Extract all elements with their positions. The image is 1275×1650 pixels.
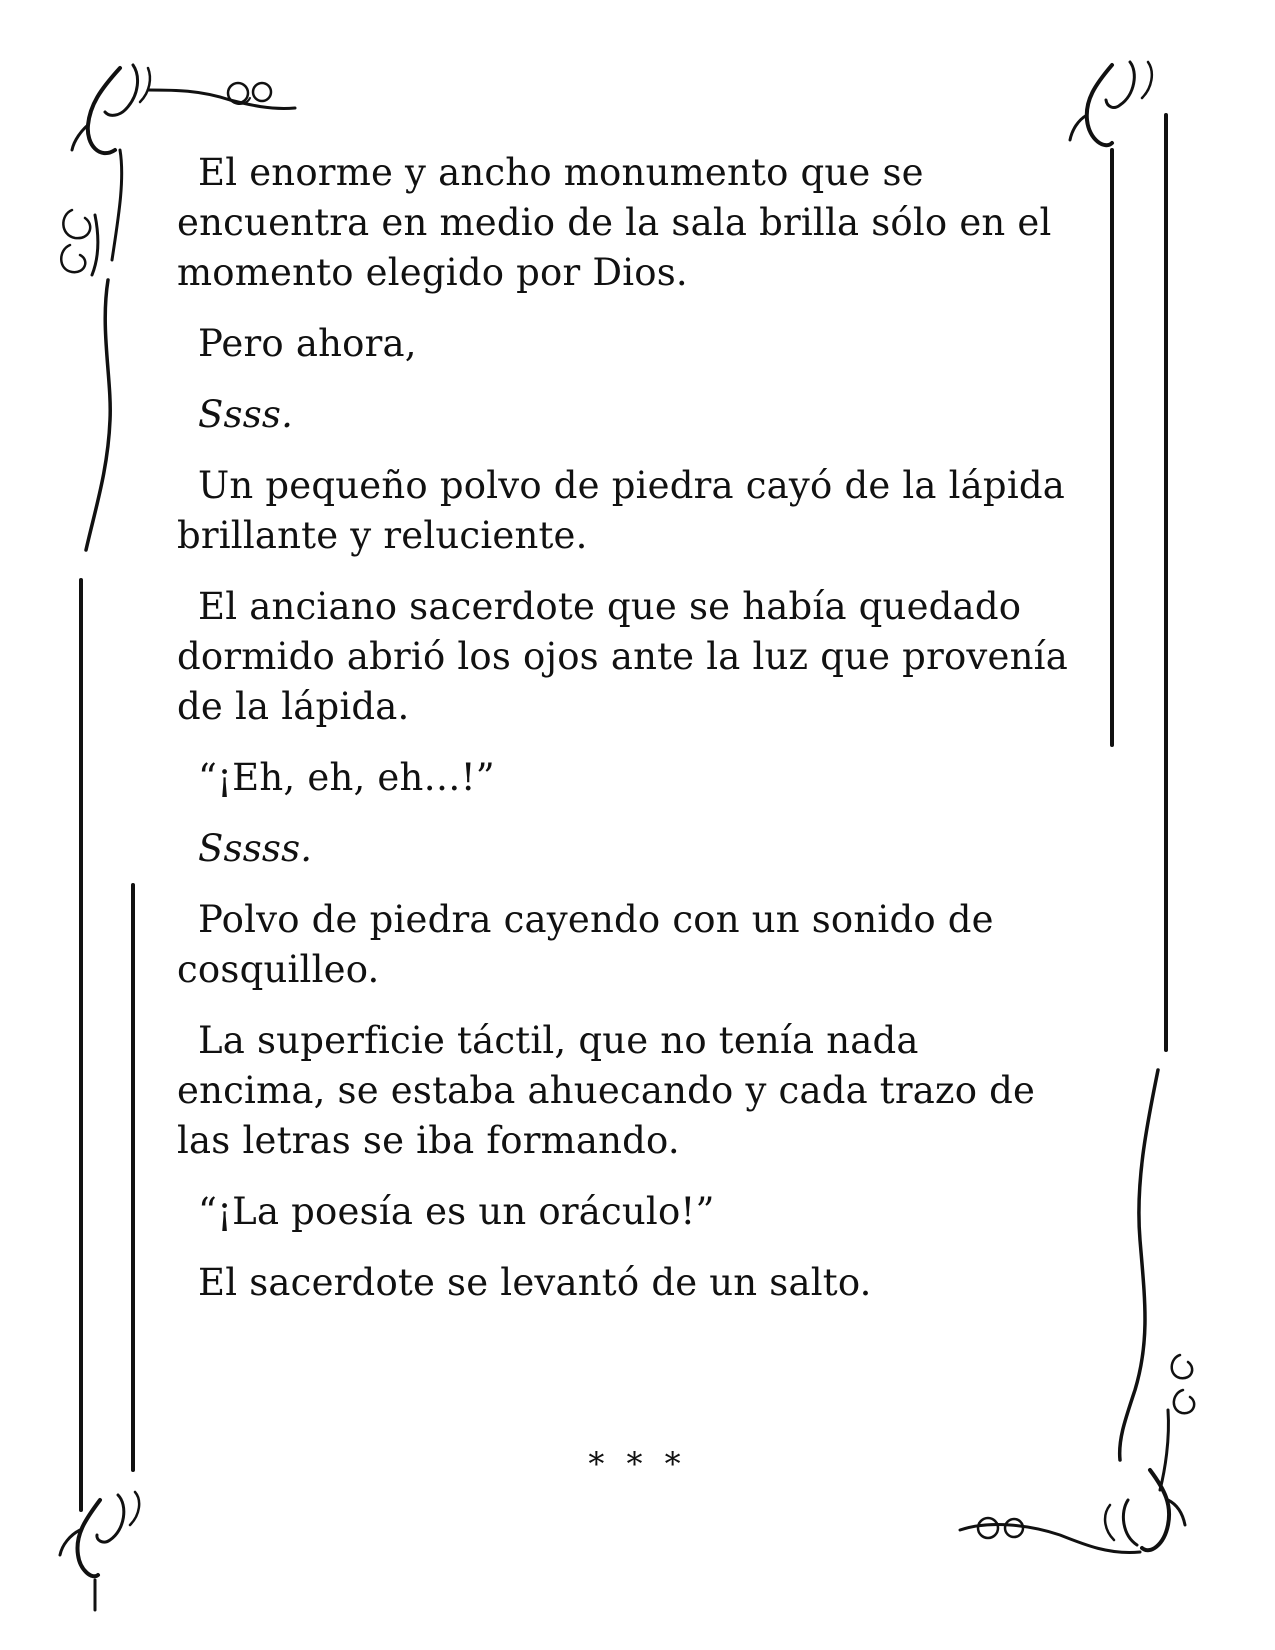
- paragraph-5: Polvo de piedra cayendo con un sonido de cosquilleo.: [177, 898, 994, 991]
- sound-effect-1: Ssss.: [198, 393, 294, 436]
- paragraph-3: Un pequeño polvo de piedra cayó de la lápida brillante y reluciente.: [177, 464, 1065, 557]
- paragraph-2: Pero ahora,: [198, 322, 417, 365]
- dialogue-2: “¡La poesía es un oráculo!”: [198, 1190, 715, 1233]
- sound-effect-2: Sssss.: [198, 827, 313, 870]
- paragraph-4: El anciano sacerdote que se había quedado dormido abrió los ojos ante la luz que provenía de la lápida.: [177, 585, 1068, 728]
- dialogue-1: “¡Eh, eh, eh…!”: [198, 756, 495, 799]
- scene-separator: * * *: [588, 1445, 687, 1483]
- bottom-left-flourish: [60, 1492, 139, 1610]
- body-text: [177, 148, 1077, 1329]
- paragraph-6: La superficie táctil, que no tenía nada encima, se estaba ahuecando y cada trazo de las letras se iba formando.: [177, 1019, 1036, 1162]
- paragraph-7: El sacerdote se levantó de un salto.: [198, 1261, 872, 1304]
- top-right-flourish: [1070, 62, 1166, 1050]
- paragraph-1: El enorme y ancho monumento que se encuentra en medio de la sala brilla sólo en el momento elegido por Dios.: [177, 151, 1052, 294]
